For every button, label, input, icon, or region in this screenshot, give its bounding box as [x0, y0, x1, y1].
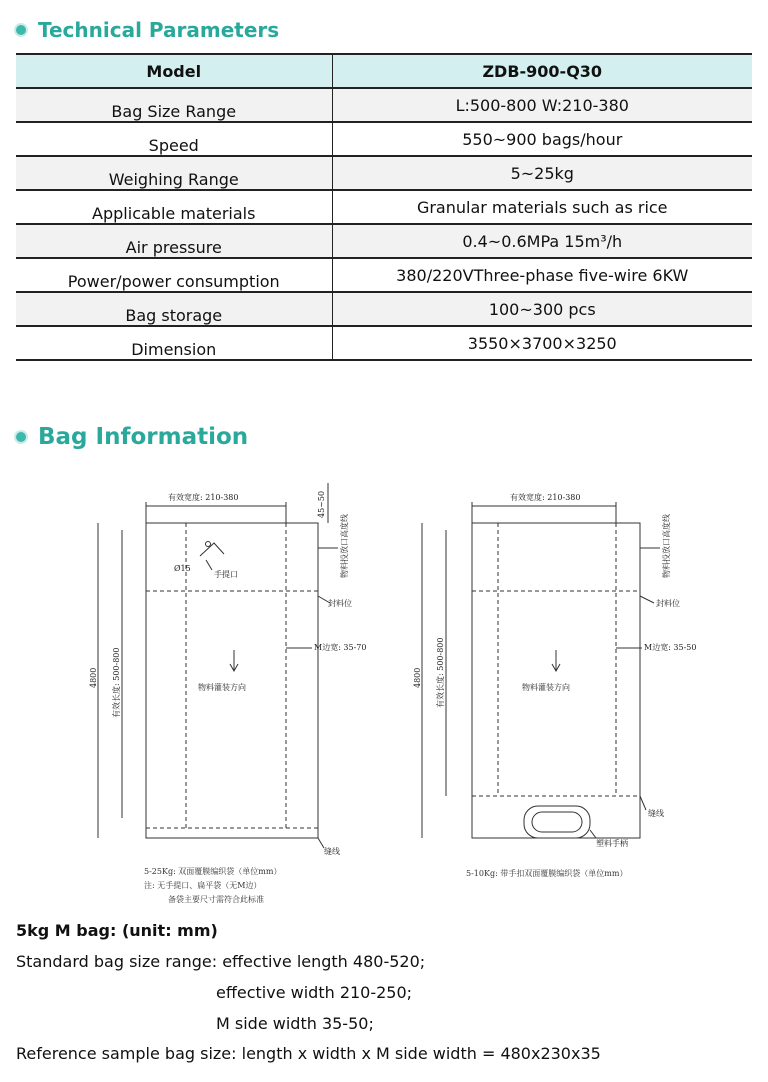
- table-row: [16, 224, 752, 258]
- row-value: 380/220VThree-phase five-wire 6KW: [332, 258, 752, 292]
- top-dimension-label: 有效宽度: 210-380: [168, 493, 239, 502]
- header-label: Model: [16, 54, 332, 88]
- row-label: Power/power consumption: [67, 271, 280, 291]
- table-row: [16, 156, 752, 190]
- bag-spec-line: M side width 35-50;: [216, 1014, 374, 1033]
- fill-port-label: 物料投放口高度线: [662, 514, 671, 578]
- header-value: ZDB-900-Q30: [332, 54, 752, 88]
- section-title: Technical Parameters: [38, 18, 280, 42]
- section-title: Bag Information: [38, 424, 249, 450]
- row-label: Air pressure: [125, 237, 222, 257]
- hole-label: Ø15: [174, 564, 191, 573]
- plastic-handle-inner: [532, 812, 582, 832]
- handle-label: 塑料手柄: [596, 839, 628, 848]
- row-label: Dimension: [131, 339, 217, 359]
- bag-spec-heading: 5kg M bag: (unit: mm): [16, 921, 218, 940]
- plastic-handle-outer: [524, 806, 590, 838]
- bag-diagram-left: [88, 478, 378, 908]
- top-dimension-label: 有效宽度: 210-380: [510, 493, 581, 502]
- technical-parameters-heading: [16, 18, 279, 42]
- m-side-label: M边宽: 35-50: [644, 643, 697, 652]
- row-value: 0.4~0.6MPa 15m³/h: [332, 224, 752, 258]
- table-row: [16, 292, 752, 326]
- filling-direction-label: 物料灌装方向: [198, 683, 246, 692]
- bullet-dot-icon: [16, 432, 26, 442]
- bag-diagram-right: [410, 478, 700, 908]
- filling-direction-label: 物料灌装方向: [522, 683, 570, 692]
- row-label: Bag storage: [125, 305, 223, 325]
- row-label: Bag Size Range: [111, 101, 237, 121]
- bag-spec-line: Standard bag size range: effective length 480-520;: [16, 952, 426, 971]
- table-row: [16, 326, 752, 360]
- m-side-label: M边宽: 35-70: [314, 643, 367, 652]
- caption-line-3: 备袋主要尺寸需符合此标准: [168, 895, 264, 904]
- row-value: 550~900 bags/hour: [332, 122, 752, 156]
- left-inner-label: 有效长度: 500-800: [112, 647, 121, 718]
- row-label: Speed: [148, 135, 199, 155]
- left-outer-label: 4800: [89, 667, 98, 688]
- row-value: 5~25kg: [332, 156, 752, 190]
- table-row: [16, 122, 752, 156]
- row-value: 3550×3700×3250: [332, 326, 752, 360]
- bullet-dot-icon: [16, 25, 26, 35]
- row-value: Granular materials such as rice: [332, 190, 752, 224]
- seal-label: 封料位: [656, 599, 680, 608]
- caption-line-1: 5-25Kg: 双面覆膜编织袋（单位mm）: [144, 867, 282, 876]
- caption-line-1: 5-10Kg: 带手扣双面覆膜编织袋（单位mm）: [466, 869, 628, 878]
- seal-label: 封料位: [328, 599, 352, 608]
- table-row: [16, 88, 752, 122]
- seam-label: 缝线: [648, 809, 664, 818]
- bag-spec-line: Reference sample bag size: length x width x M side width = 480x230x35: [16, 1044, 601, 1063]
- bag-information-heading: [16, 424, 248, 450]
- bag-outline: [472, 523, 640, 838]
- row-value: 100~300 pcs: [332, 292, 752, 326]
- handle-opening: [200, 543, 224, 556]
- row-value: L:500-800 W:210-380: [332, 88, 752, 122]
- top-right-label: 45~50: [317, 490, 326, 518]
- row-label: Weighing Range: [108, 169, 239, 189]
- table-row: [16, 258, 752, 292]
- left-inner-label: 有效长度: 500-800: [436, 637, 445, 708]
- fill-port-label: 物料投放口高度线: [340, 514, 349, 578]
- table-row: [16, 190, 752, 224]
- table-header-row: [16, 54, 752, 88]
- caption-line-2: 注: 无手提口、扁平袋（无M边）: [144, 881, 262, 890]
- row-label: Applicable materials: [92, 203, 256, 223]
- left-outer-label: 4800: [413, 667, 422, 688]
- bag-spec-line: effective width 210-250;: [216, 983, 413, 1002]
- handle-label: 手提口: [214, 570, 238, 579]
- seam-label: 缝线: [324, 847, 340, 856]
- technical-parameters-table: [16, 53, 752, 361]
- hole-icon: [206, 542, 211, 547]
